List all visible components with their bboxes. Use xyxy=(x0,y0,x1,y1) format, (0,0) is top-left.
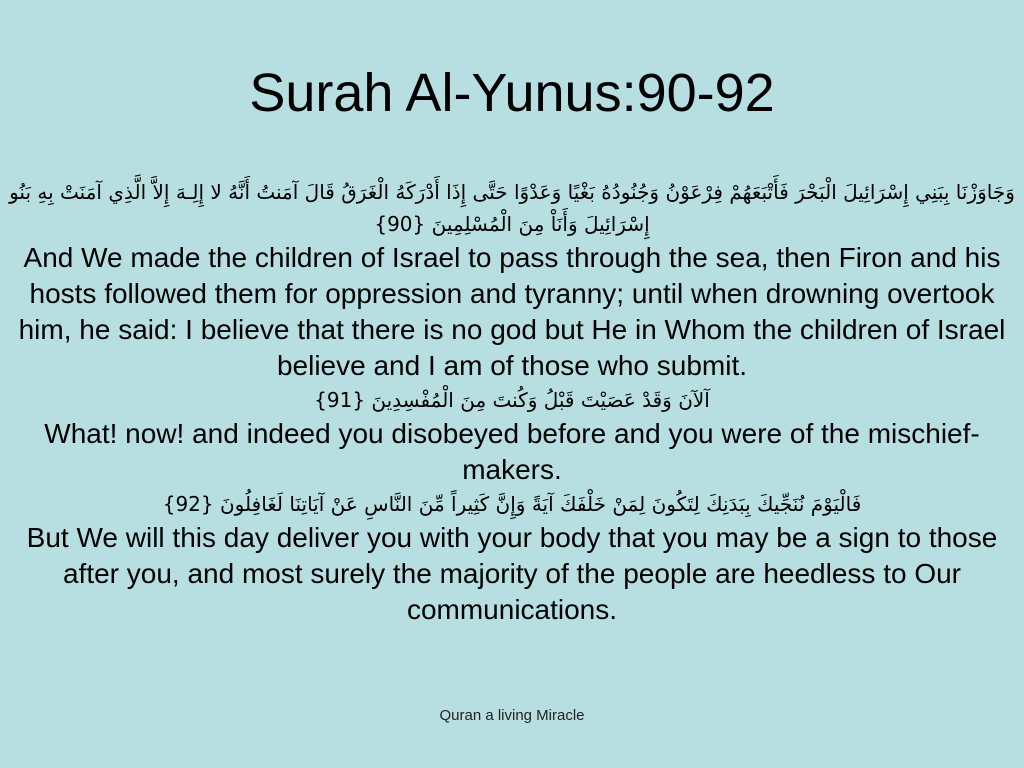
verse-92-arabic: فَالْيَوْمَ نُنَجِّيكَ بِبَدَنِكَ لِتَكُونَ لِمَنْ خَلْفَكَ آيَةً وَإِنَّ كَثِيراً مِّنَ النَّاسِ عَنْ آيَاتِنَا لَغَافِلُونَ {92} xyxy=(162,492,862,516)
verse-91-arabic: آلآنَ وَقَدْ عَصَيْتَ قَبْلُ وَكُنتَ مِنَ الْمُفْسِدِينَ {91} xyxy=(314,388,710,412)
verse-92-english: But We will this day deliver you with your body that you may be a sign to those after you, and most surely the majority of the people are heedless to Our communications. xyxy=(26,522,998,625)
slide-title: Surah Al-Yunus:90-92 xyxy=(249,63,775,123)
verse-90-english: And We made the children of Israel to pass through the sea, then Firon and his hosts followed them for oppression and tyranny; until when drowning overtook him, he said: I believe that there is no god but He in Whom the children of Israel believe and I am of those who submit. xyxy=(18,242,1006,381)
slide-body xyxy=(6,176,1018,628)
verse-90-arabic: وَجَاوَزْنَا بِبَنِي إِسْرَائِيلَ الْبَحْرَ فَأَتْبَعَهُمْ فِرْعَوْنُ وَجُنُودُهُ بَغْيًا وَعَدْوًا حَتَّى إِذَا أَدْرَكَهُ الْغَرَقُ قَالَ آمَنتُ أَنَّهُ لا إِلِـهَ إِلاَّ الَّذِي آمَنَتْ بِهِ بَنُو إِسْرَائِيلَ وَأَنَاْ مِنَ الْمُسْلِمِينَ {90} xyxy=(9,180,1015,236)
verse-91-english: What! now! and indeed you disobeyed before and you were of the mischief-makers. xyxy=(44,418,980,485)
footer-caption: Quran a living Miracle xyxy=(439,707,585,724)
